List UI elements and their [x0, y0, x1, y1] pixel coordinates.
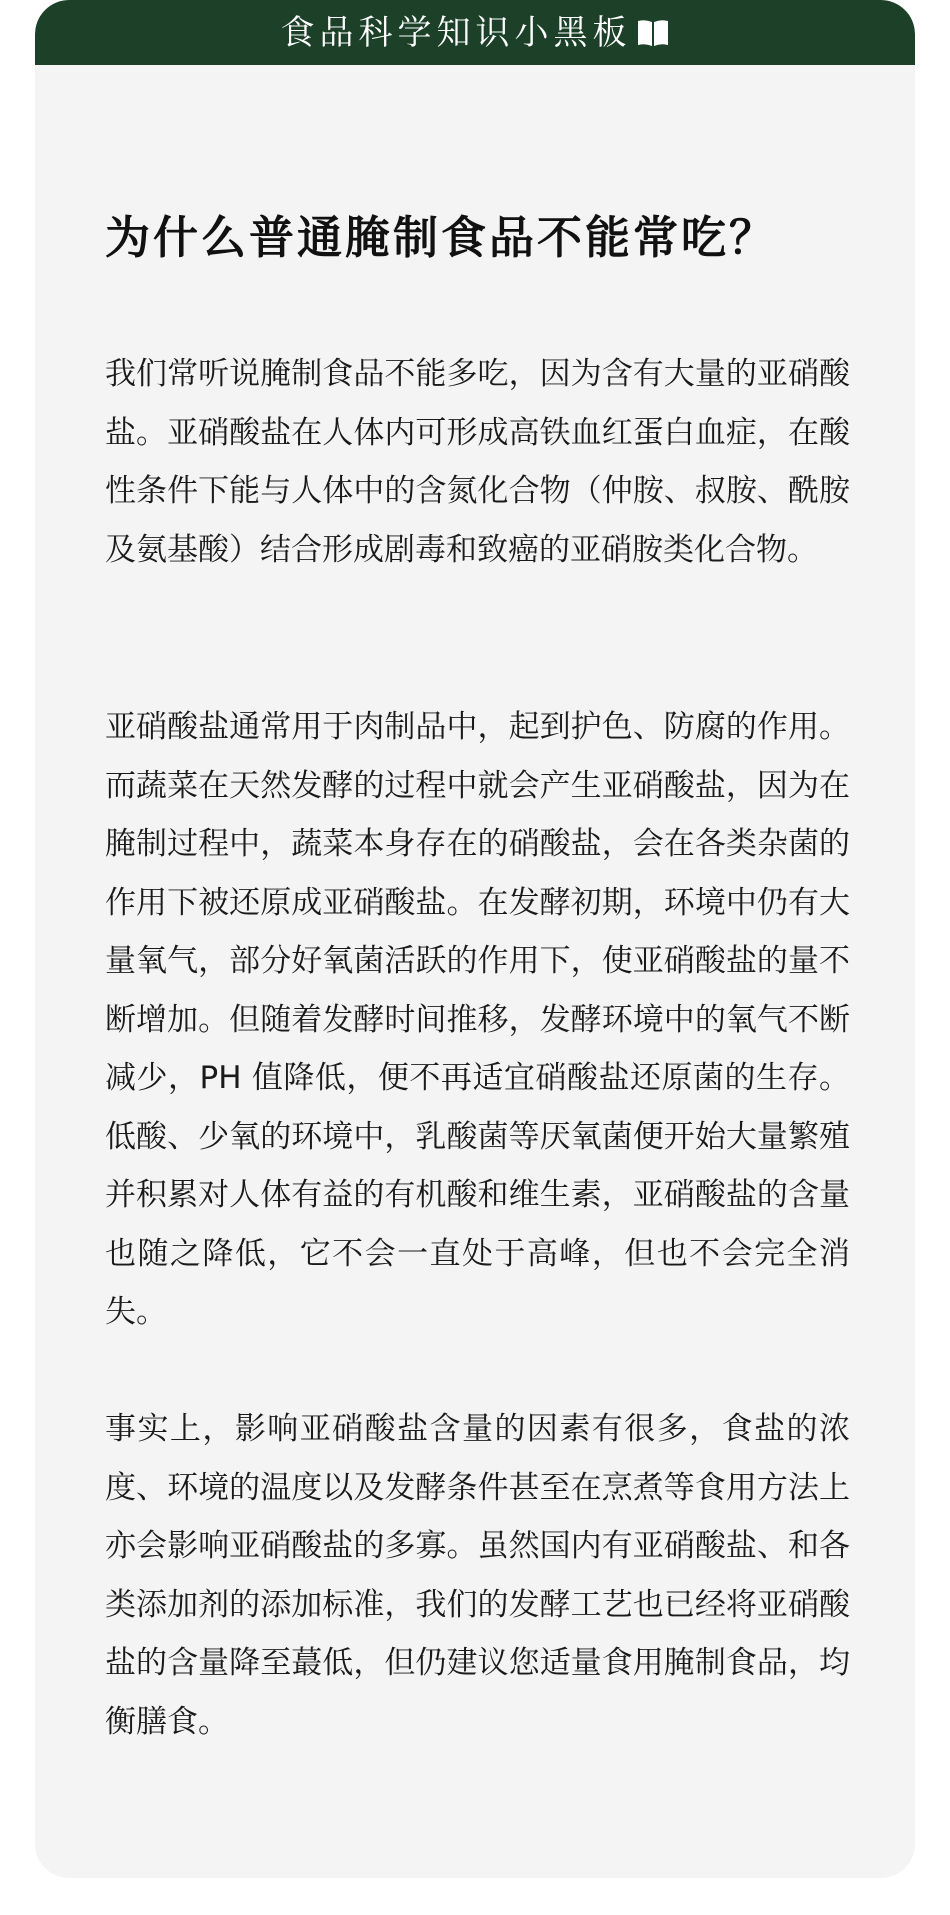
- header-title: 食品科学知识小黑板: [280, 12, 632, 53]
- article-card: [35, 0, 915, 1878]
- paragraph-3: 事实上，影响亚硝酸盐含量的因素有很多，食盐的浓度、环境的温度以及发酵条件甚至在烹煮等食用方法上亦会影响亚硝酸盐的多寡。虽然国内有亚硝酸盐、和各类添加剂的添加标准，我们的发酵工艺也已经将亚硝酸盐的含量降至蕞低，但仍建议您适量食用腌制食品，均衡膳食。: [105, 1411, 850, 1740]
- article-heading: 为什么普通腌制食品不能常吃？: [105, 211, 778, 264]
- paragraph-1: 我们常听说腌制食品不能多吃，因为含有大量的亚硝酸盐。亚硝酸盐在人体内可形成高铁血红蛋白血症，在酸性条件下能与人体中的含氮化合物（仲胺、叔胺、酰胺及氨基酸）结合形成剧毒和致癌的亚硝胺类化合物。: [105, 356, 850, 568]
- paragraph-2: 亚硝酸盐通常用于肉制品中，起到护色、防腐的作用。而蔬菜在天然发酵的过程中就会产生亚硝酸盐，因为在腌制过程中，蔬菜本身存在的硝酸盐，会在各类杂菌的作用下被还原成亚硝酸盐。在发酵初期，环境中仍有大量氧气，部分好氧菌活跃的作用下，使亚硝酸盐的量不断增加。但随着发酵时间推移，发酵环境中的氧气不断减少，PH 值降低，便不再适宜硝酸盐还原菌的生存。低酸、少氧的环境中，乳酸菌等厌氧菌便开始大量繁殖并积累对人体有益的有机酸和维生素，亚硝酸盐的含量也随之降低，它不会一直处于高峰，但也不会完全消失。: [105, 709, 850, 1330]
- header-banner: [35, 0, 915, 65]
- open-book-icon: [636, 18, 670, 48]
